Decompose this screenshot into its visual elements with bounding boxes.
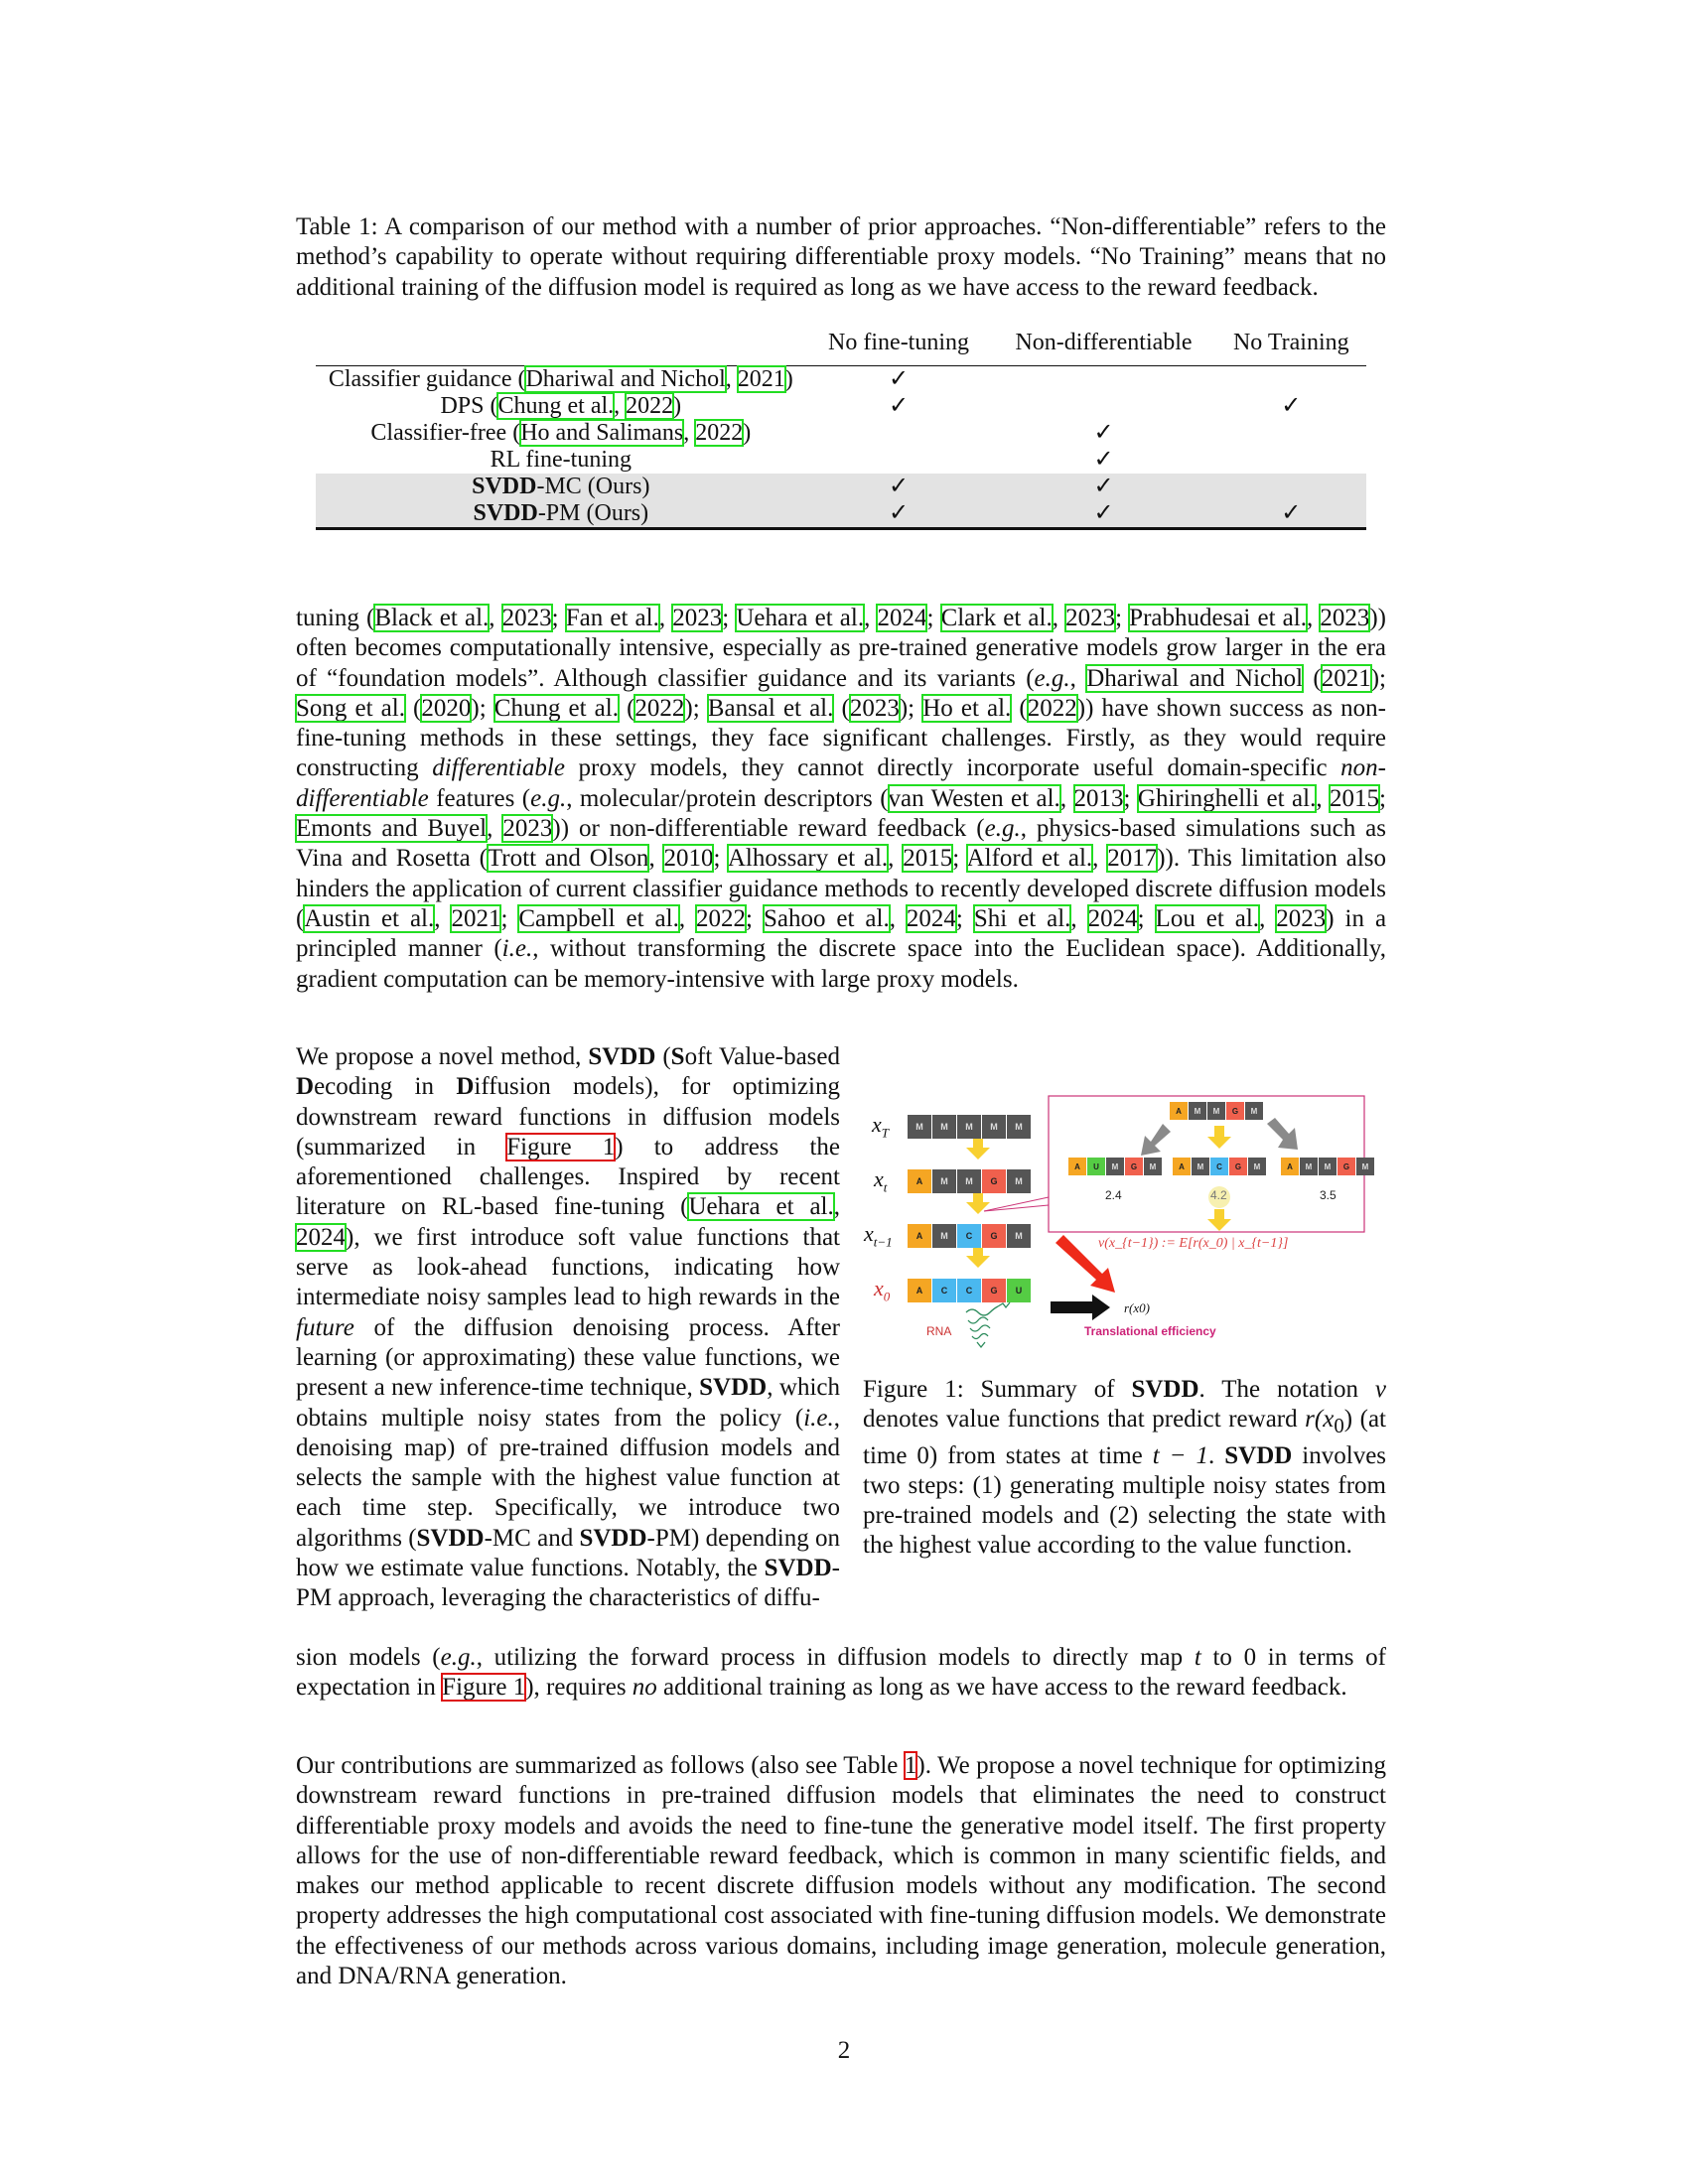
check-cell — [1216, 420, 1366, 447]
table-row — [316, 366, 1366, 394]
figure-ref-link[interactable]: Figure 1 — [442, 1674, 526, 1702]
comparison-table — [316, 330, 1366, 530]
figure-ref-link[interactable]: Figure 1 — [506, 1133, 616, 1160]
citation-link[interactable]: Shi et al. — [973, 904, 1071, 932]
citation-link[interactable]: Alhossary et al. — [727, 845, 889, 873]
table-row — [316, 393, 1366, 420]
header-no-fine-tuning: No fine-tuning — [806, 330, 992, 366]
citation-link[interactable]: Emonts and Buyel — [296, 815, 488, 843]
citation-link[interactable]: van Westen et al. — [888, 784, 1060, 812]
citation-link[interactable]: Austin et al. — [304, 904, 435, 932]
header-non-differentiable: Non-differentiable — [991, 330, 1215, 366]
check-cell — [991, 366, 1215, 394]
translational-efficiency-label: Translational efficiency — [1084, 1324, 1216, 1338]
citation-year-link[interactable]: 2017 — [1107, 845, 1158, 873]
label-x-0: $x_0$ — [874, 1276, 891, 1304]
method-cell: DPS (Chung et al., 2022) — [440, 393, 682, 419]
table-row — [316, 447, 1366, 474]
table-header-row — [316, 330, 1366, 366]
check-cell — [806, 447, 992, 474]
inset-child-sequence-2: A M C G M — [1173, 1158, 1267, 1175]
table-caption: Table 1: A comparison of our method with a number of prior approaches. “Non-differentiable” refers to the method’s capability to operate without requiring differentiable proxy models. “No Training” means that no additional training of the diffusion model is required as long as we have access to the reward feedback. — [296, 213, 1386, 301]
citation-year-link[interactable]: 2021 — [451, 904, 501, 932]
citation-link[interactable]: Song et al. — [296, 694, 405, 722]
citation-year-link[interactable]: 2021 — [737, 366, 785, 392]
citation-link[interactable]: Bansal et al. — [707, 694, 834, 722]
method-cell: Classifier-free (Ho and Salimans, 2022) — [370, 420, 752, 446]
value-score-3: 3.5 — [1320, 1188, 1336, 1202]
check-cell: ✓ — [806, 474, 992, 500]
check-cell: ✓ — [888, 366, 910, 392]
citation-link[interactable]: Trott and Olson — [487, 845, 649, 873]
check-cell: ✓ — [1216, 500, 1366, 529]
citation-year-link[interactable]: 2023 — [1320, 605, 1370, 631]
paragraph-contributions: Our contributions are summarized as follows (also see Table 1). We propose a novel technique for optimizing downstream reward functions in pre-trained diffusion models that eliminates the need to construct differentiable proxy models and avoids the need to fine-tune the generative model itself. The first property allows for the use of non-differentiable reward feedback, which is common in many scientific fields, and makes our method applicable to recent discrete diffusion models without any modification. The second property addresses the high computational cost associated with fine-tuning diffusion models. We demonstrate the effectiveness of our methods across various domains, including image generation, molecule generation, and DNA/RNA generation. — [296, 1752, 1386, 1990]
citation-link[interactable]: Dhariwal and Nichol — [525, 366, 726, 392]
value-function-formula: v(x_{t−1}) := E[r(x_0) | x_{t−1}] — [1098, 1236, 1289, 1251]
paragraph-method-intro: We propose a novel method, SVDD (Soft Value-based Decoding in Diffusion models), for optimizing downstream reward functions in diffusion models (summarized in Figure 1) to address the aforementioned challenges. Inspired by recent literature on RL-based fine-tuning (Uehara et al., 2024), we first introduce soft value functions that serve as look-ahead functions, indicating how intermediate noisy samples lead to high rewards in the future of the diffusion denoising process. After learning (or approximating) these value functions, we present a new inference-time technique, SVDD, which obtains multiple noisy states from the policy (i.e., denoising map) of pre-trained diffusion models and selects the sample with the highest value function at each time step. Specifically, we introduce two algorithms (SVDD-MC and SVDD-PM) depending on how we estimate value functions. Notably, the SVDD-PM approach, leveraging the characteristics of diffu- — [296, 1043, 840, 1612]
paragraph-related-work: tuning (Black et al., 2023; Fan et al., 2023; Uehara et al., 2024; Clark et al., 2023; Prabhudesai et al., 2023)) often becomes computationally intensive, especially as pre-trained generative models grow larger in the era of “foundation models”. Although classifier guidance and its variants (e.g., Dhariwal and Nichol (2021); Song et al. (2020); Chung et al. (2022); Bansal et al. (2023); Ho et al. (2022)) have shown success as non-fine-tuning methods in these settings, they face significant challenges. Firstly, as they would require constructing differentiable proxy models, they cannot directly incorporate useful domain-specific non-differentiable features (e.g., molecular/protein descriptors (van Westen et al., 2013; Ghiringhelli et al., 2015; Emonts and Buyel, 2023)) or non-differentiable reward feedback (e.g., physics-based simulations such as Vina and Rosetta (Trott and Olson, 2010; Alhossary et al., 2015; Alford et al., 2017)). This limitation also hinders the application of current classifier guidance methods to recently developed discrete diffusion models (Austin et al., 2021; Campbell et al., 2022; Sahoo et al., 2024; Shi et al., 2024; Lou et al., 2023) in a principled manner (i.e., without transforming the discrete space into the Euclidean space). Additionally, gradient computation can be memory-intensive with large proxy models. — [296, 605, 1387, 993]
method-cell: RL fine-tuning — [490, 447, 633, 473]
value-score-1: 2.4 — [1105, 1188, 1122, 1202]
paragraph-method-intro-continued: sion models (e.g., utilizing the forward process in diffusion models to directly map t to 0 in terms of expectation in Figure 1), requires no additional training as long as we have access to the reward feedback. — [296, 1644, 1387, 1702]
figure-1-caption: Figure 1: Summary of SVDD. The notation v denotes value functions that predict reward $r(x_0)$ (at time 0) from states at time t − 1. SVDD involves two steps: (1) generating multiple noisy states from pre-trained models and (2) selecting the state with the highest value according to the value function. — [863, 1376, 1387, 1560]
reward-label: r(x0) — [1124, 1300, 1150, 1315]
check-cell — [1216, 474, 1366, 500]
label-x-t-minus-1: $x_{t-1}$ — [864, 1221, 893, 1250]
citation-year-link[interactable]: 2020 — [421, 694, 472, 722]
sequence-x-0: A C C G U — [908, 1279, 1032, 1302]
citation-link[interactable]: Sahoo et al. — [763, 904, 890, 932]
inset-child-sequence-3: A M M G M — [1281, 1158, 1375, 1175]
citation-link[interactable]: Campbell et al. — [518, 904, 679, 932]
citation-year-link[interactable]: 2022 — [634, 694, 685, 722]
figure-1-svdd-summary — [864, 1082, 1369, 1350]
table-row-ours — [316, 500, 1366, 529]
inset-parent-sequence: A M M G M — [1170, 1102, 1264, 1120]
citation-link[interactable]: Alford et al. — [966, 845, 1093, 873]
method-cell: SVDD-MC (Ours) — [316, 474, 806, 500]
citation-year-link[interactable]: 2022 — [1027, 694, 1077, 722]
citation-link[interactable]: Uehara et al. — [736, 605, 865, 631]
citation-year-link[interactable]: 2023 — [1276, 904, 1327, 932]
check-cell — [991, 393, 1215, 420]
citation-link[interactable]: Uehara et al. — [688, 1193, 834, 1221]
citation-year-link[interactable]: 2024 — [1087, 904, 1138, 932]
value-score-2-best: 4.2 — [1210, 1188, 1227, 1202]
sequence-x-t: A M M G M — [908, 1169, 1032, 1193]
citation-link[interactable]: Ho and Salimans — [520, 420, 684, 446]
citation-year-link[interactable]: 2013 — [1073, 784, 1124, 812]
citation-link[interactable]: Dhariwal and Nichol — [1086, 664, 1304, 692]
table-row-ours — [316, 474, 1366, 500]
citation-year-link[interactable]: 2023 — [502, 815, 553, 843]
header-method — [316, 330, 806, 366]
check-cell — [806, 420, 992, 447]
citation-link[interactable]: Ho et al. — [922, 694, 1012, 722]
citation-link[interactable]: Black et al. — [374, 605, 490, 631]
citation-year-link[interactable]: 2024 — [877, 605, 927, 631]
inset-child-sequence-1: A U M G M — [1068, 1158, 1163, 1175]
sequence-x-t-minus-1: A M C G M — [908, 1224, 1032, 1248]
citation-year-link[interactable]: 2023 — [672, 605, 723, 631]
citation-year-link[interactable]: 2022 — [695, 420, 744, 446]
citation-year-link[interactable]: 2015 — [903, 845, 953, 873]
table-row — [316, 420, 1366, 447]
citation-year-link[interactable]: 2021 — [1321, 664, 1371, 692]
check-cell: ✓ — [991, 474, 1215, 500]
citation-year-link[interactable]: 2010 — [663, 845, 714, 873]
check-cell: ✓ — [1281, 393, 1302, 419]
check-cell: ✓ — [806, 500, 992, 529]
label-x-T: $x_T$ — [872, 1112, 889, 1141]
rna-label: RNA — [926, 1324, 952, 1338]
page-number: 2 — [837, 2037, 851, 2064]
citation-link[interactable]: Clark et al. — [940, 605, 1053, 631]
citation-year-link[interactable]: 2024 — [296, 1223, 346, 1251]
citation-year-link[interactable]: 2023 — [1065, 605, 1116, 631]
citation-link[interactable]: Fan et al. — [565, 605, 659, 631]
method-cell: Classifier guidance (Dhariwal and Nichol, 2021) — [328, 366, 793, 392]
check-cell — [1216, 366, 1366, 394]
citation-year-link[interactable]: 2023 — [849, 694, 900, 722]
check-cell: ✓ — [1093, 420, 1114, 446]
citation-year-link[interactable]: 2015 — [1330, 784, 1380, 812]
check-cell: ✓ — [1093, 447, 1114, 473]
check-cell — [1216, 447, 1366, 474]
sequence-x-T: M M M M M — [908, 1115, 1032, 1139]
citation-link[interactable]: Ghiringhelli et al. — [1137, 784, 1317, 812]
citation-link[interactable]: Lou et al. — [1155, 904, 1260, 932]
label-x-t: $x_t$ — [874, 1166, 888, 1195]
header-no-training: No Training — [1216, 330, 1366, 366]
check-cell: ✓ — [991, 500, 1215, 529]
check-cell: ✓ — [888, 393, 910, 419]
citation-year-link[interactable]: 2022 — [626, 393, 674, 419]
citation-link[interactable]: Chung et al. — [497, 393, 615, 419]
citation-year-link[interactable]: 2024 — [906, 904, 956, 932]
citation-link[interactable]: Chung et al. — [493, 694, 619, 722]
method-cell: SVDD-PM (Ours) — [316, 500, 806, 529]
citation-year-link[interactable]: 2022 — [696, 904, 747, 932]
citation-year-link[interactable]: 2023 — [501, 605, 552, 631]
table-ref-link[interactable]: 1 — [904, 1752, 917, 1779]
citation-link[interactable]: Prabhudesai et al. — [1129, 605, 1307, 631]
